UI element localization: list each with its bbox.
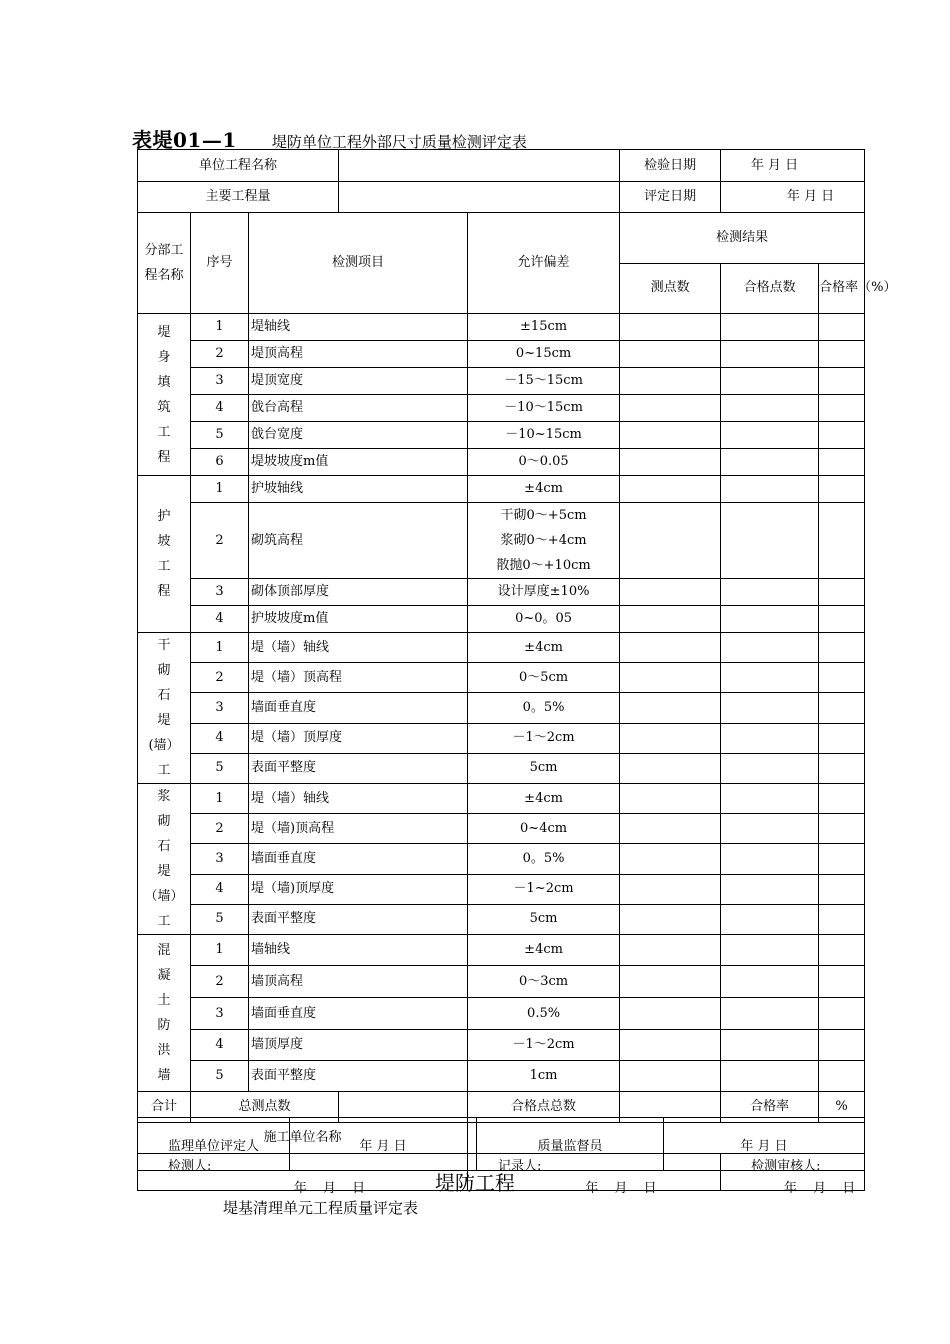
row-seq: 5 [191,1061,249,1092]
row-tolerance: ±4cm [468,476,620,503]
row-tolerance: 0～3cm [468,966,620,998]
row-tolerance: 0～0.05 [468,449,620,476]
row-item: 表面平整度 [249,1061,468,1092]
main-qty-field[interactable] [339,182,620,213]
form-code: 表堤01—1 [132,128,237,152]
row-tolerance: 0~4cm [468,814,620,844]
table-row [138,753,865,783]
row-pass-rate[interactable] [819,633,865,663]
row-tolerance: 0～5cm [468,663,620,693]
row-item: 砌筑高程 [249,503,468,579]
footer-next-form-title: 堤基清理单元工程质量评定表 [223,1199,419,1217]
row-pass-points[interactable] [721,1061,819,1092]
row-points[interactable] [620,633,721,663]
row-pass-points[interactable] [721,935,819,966]
inspector-label: 检测人: [168,1159,212,1174]
row-pass-points[interactable] [721,341,819,368]
row-pass-points[interactable] [721,368,819,395]
pass-rate-field[interactable]: % [819,1092,865,1123]
row-item: 墙顶高程 [249,966,468,998]
row-item: 砌体顶部厚度 [249,579,468,606]
row-item: 表面平整度 [249,753,468,783]
row-pass-rate[interactable] [819,395,865,422]
row-seq: 2 [191,966,249,998]
row-points[interactable] [620,368,721,395]
row-points[interactable] [620,314,721,341]
row-item: 堤（墙）轴线 [249,633,468,663]
row-points[interactable] [620,606,721,633]
row-pass-points[interactable] [721,314,819,341]
inspection-table [137,149,897,1196]
supervision-evaluator-label: 监理单位评定人 [138,1118,290,1171]
row-tolerance: 1cm [468,1061,620,1092]
table-row [138,476,865,503]
section-name: 护 坡 工 程 [138,476,191,633]
col-pass-points-header: 合格点数 [721,263,819,314]
row-pass-points[interactable] [721,579,819,606]
row-pass-rate[interactable] [819,753,865,783]
row-pass-points[interactable] [721,606,819,633]
row-pass-points[interactable] [721,966,819,998]
row-item: 表面平整度 [249,904,468,934]
row-points[interactable] [620,935,721,966]
row-tolerance: 5cm [468,753,620,783]
row-item: 戗台宽度 [249,422,468,449]
row-seq: 3 [191,579,249,606]
row-item: 墙轴线 [249,935,468,966]
row-points[interactable] [620,966,721,998]
section-name: 浆 砌 石 堤 （墙） 工 [138,784,191,935]
table-row [138,693,865,723]
row-tolerance: －1～2cm [468,1030,620,1061]
row-tolerance: －1~2cm [468,874,620,904]
row-pass-points[interactable] [721,633,819,663]
table-row [138,904,865,934]
supervision-table [137,1117,865,1171]
recorder-date: 年 月 日 [585,1181,663,1196]
row-points[interactable] [620,1061,721,1092]
row-item: 堤（墙)顶高程 [249,814,468,844]
row-seq: 5 [191,422,249,449]
row-pass-rate[interactable] [819,368,865,395]
row-pass-points[interactable] [721,476,819,503]
row-tolerance: ±4cm [468,633,620,663]
row-seq: 2 [191,503,249,579]
row-seq: 2 [191,663,249,693]
row-tolerance: 0~15cm [468,341,620,368]
row-tolerance: －15～15cm [468,368,620,395]
table-row [138,395,865,422]
row-pass-rate[interactable] [819,1061,865,1092]
row-item: 护坡坡度m值 [249,606,468,633]
table-row [138,784,865,814]
row-pass-points[interactable] [721,1030,819,1061]
supervision-evaluator-date[interactable]: 年 月 日 [290,1118,477,1171]
row-seq: 1 [191,314,249,341]
row-points[interactable] [620,844,721,874]
row-points[interactable] [620,784,721,814]
row-points[interactable] [620,449,721,476]
row-pass-rate[interactable] [819,606,865,633]
table-row [138,723,865,753]
main-qty-label: 主要工程量 [138,182,339,213]
table-row [138,998,865,1030]
table-row [138,314,865,341]
col-section-header: 分部工 程名称 [138,213,191,314]
row-pass-rate[interactable] [819,966,865,998]
row-seq: 4 [191,1030,249,1061]
row-pass-rate[interactable] [819,693,865,723]
row-pass-rate[interactable] [819,663,865,693]
row-tolerance: －10～15cm [468,395,620,422]
table-row [138,814,865,844]
table-row [138,606,865,633]
table-row [138,368,865,395]
row-pass-points[interactable] [721,753,819,783]
row-seq: 4 [191,723,249,753]
row-points[interactable] [620,422,721,449]
row-points[interactable] [620,998,721,1030]
section-name: 堤 身 填 筑 工 程 [138,314,191,476]
col-seq-header: 序号 [191,213,249,314]
row-seq: 3 [191,693,249,723]
row-pass-rate[interactable] [819,998,865,1030]
col-pass-rate-header: 合格率（%） [819,263,865,314]
row-pass-rate[interactable] [819,814,865,844]
row-seq: 6 [191,449,249,476]
col-result-group-header: 检测结果 [620,213,865,264]
row-seq: 1 [191,784,249,814]
eval-date-label: 评定日期 [620,182,721,213]
row-pass-rate[interactable] [819,723,865,753]
pass-total-label: 合格点总数 [468,1092,620,1123]
row-seq: 4 [191,395,249,422]
row-tolerance: －1～2cm [468,723,620,753]
row-item: 堤坡坡度m值 [249,449,468,476]
row-pass-points[interactable] [721,693,819,723]
eval-date-field[interactable]: 年 月 日 [721,182,865,213]
inspector-date: 年 月 日 [293,1181,372,1196]
row-tolerance: 干砌0～+5cm 浆砌0～+4cm 散抛0～+10cm [468,503,620,579]
row-seq: 2 [191,341,249,368]
row-pass-rate[interactable] [819,874,865,904]
row-tolerance: ±4cm [468,784,620,814]
row-seq: 4 [191,606,249,633]
row-seq: 4 [191,874,249,904]
row-points[interactable] [620,476,721,503]
footer-project: 堤防工程 [435,1171,515,1195]
row-points[interactable] [620,753,721,783]
row-pass-points[interactable] [721,449,819,476]
row-pass-points[interactable] [721,874,819,904]
contractor-label: 施工单位名称 [138,1123,468,1154]
row-points[interactable] [620,341,721,368]
row-pass-rate[interactable] [819,579,865,606]
row-points[interactable] [620,874,721,904]
row-pass-points[interactable] [721,503,819,579]
table-row [138,844,865,874]
row-points[interactable] [620,1030,721,1061]
row-pass-rate[interactable] [819,784,865,814]
quality-supervisor-label: 质量监督员 [477,1118,664,1171]
row-tolerance: 5cm [468,904,620,934]
inspect-date-field[interactable]: 年 月 日 [721,150,865,182]
row-item: 堤（墙)顶厚度 [249,874,468,904]
row-tolerance: 0。5% [468,693,620,723]
row-points[interactable] [620,579,721,606]
row-pass-rate[interactable] [819,935,865,966]
row-pass-rate[interactable] [819,1030,865,1061]
row-tolerance: 设计厚度±10% [468,579,620,606]
row-points[interactable] [620,693,721,723]
row-seq: 5 [191,904,249,934]
reviewer-date: 年 月 日 [783,1181,862,1196]
unit-name-label: 单位工程名称 [138,150,339,182]
row-tolerance: ±4cm [468,935,620,966]
recorder-label: 记录人: [498,1159,542,1174]
section-name: 干 砌 石 堤 (墙） 工 [138,633,191,784]
row-item: 堤顶高程 [249,341,468,368]
row-item: 堤轴线 [249,314,468,341]
row-pass-points[interactable] [721,814,819,844]
table-row [138,422,865,449]
row-pass-rate[interactable] [819,904,865,934]
table-row [138,1061,865,1092]
row-pass-points[interactable] [721,723,819,753]
row-pass-points[interactable] [721,784,819,814]
row-item: 堤（墙）顶厚度 [249,723,468,753]
row-seq: 3 [191,998,249,1030]
row-tolerance: 0。5% [468,844,620,874]
row-points[interactable] [620,503,721,579]
inspect-date-label: 检验日期 [620,150,721,182]
row-seq: 2 [191,814,249,844]
row-tolerance: ±15cm [468,314,620,341]
reviewer-label: 检测审核人: [751,1159,821,1174]
row-seq: 3 [191,844,249,874]
row-seq: 1 [191,935,249,966]
table-row [138,1030,865,1061]
row-tolerance: 0~0。05 [468,606,620,633]
row-item: 墙顶厚度 [249,1030,468,1061]
table-row [138,874,865,904]
row-points[interactable] [620,663,721,693]
table-row [138,935,865,966]
row-pass-points[interactable] [721,663,819,693]
row-pass-rate[interactable] [819,314,865,341]
row-pass-points[interactable] [721,904,819,934]
row-pass-points[interactable] [721,422,819,449]
row-points[interactable] [620,395,721,422]
row-pass-rate[interactable] [819,449,865,476]
row-pass-rate[interactable] [819,844,865,874]
row-seq: 5 [191,753,249,783]
unit-name-field[interactable] [339,150,620,182]
row-pass-points[interactable] [721,395,819,422]
row-item: 戗台高程 [249,395,468,422]
row-pass-rate[interactable] [819,503,865,579]
row-item: 墙面垂直度 [249,844,468,874]
row-points[interactable] [620,814,721,844]
col-item-header: 检测项目 [249,213,468,314]
quality-supervisor-date[interactable]: 年 月 日 [664,1118,865,1171]
row-item: 护坡轴线 [249,476,468,503]
row-points[interactable] [620,904,721,934]
row-pass-points[interactable] [721,844,819,874]
row-pass-rate[interactable] [819,341,865,368]
row-item: 堤（墙）顶高程 [249,663,468,693]
table-row [138,663,865,693]
table-row [138,966,865,998]
table-row [138,579,865,606]
row-seq: 3 [191,368,249,395]
totals-label: 合计 [138,1092,191,1123]
col-points-header: 测点数 [620,263,721,314]
row-item: 墙面垂直度 [249,693,468,723]
row-pass-points[interactable] [721,998,819,1030]
pass-rate-label: 合格率 [721,1092,819,1123]
table-row [138,503,865,579]
row-item: 墙面垂直度 [249,998,468,1030]
row-item: 堤（墙）轴线 [249,784,468,814]
table-row [138,633,865,663]
table-row [138,449,865,476]
row-pass-rate[interactable] [819,476,865,503]
row-tolerance: －10~15cm [468,422,620,449]
row-item: 堤顶宽度 [249,368,468,395]
row-pass-rate[interactable] [819,422,865,449]
row-seq: 1 [191,633,249,663]
total-points-label: 总测点数 [191,1092,339,1123]
section-name: 混 凝 土 防 洪 墙 [138,935,191,1092]
row-tolerance: 0.5% [468,998,620,1030]
row-points[interactable] [620,723,721,753]
form-title: 堤防单位工程外部尺寸质量检测评定表 [271,133,527,151]
row-seq: 1 [191,476,249,503]
table-row [138,341,865,368]
col-tolerance-header: 允许偏差 [468,213,620,314]
